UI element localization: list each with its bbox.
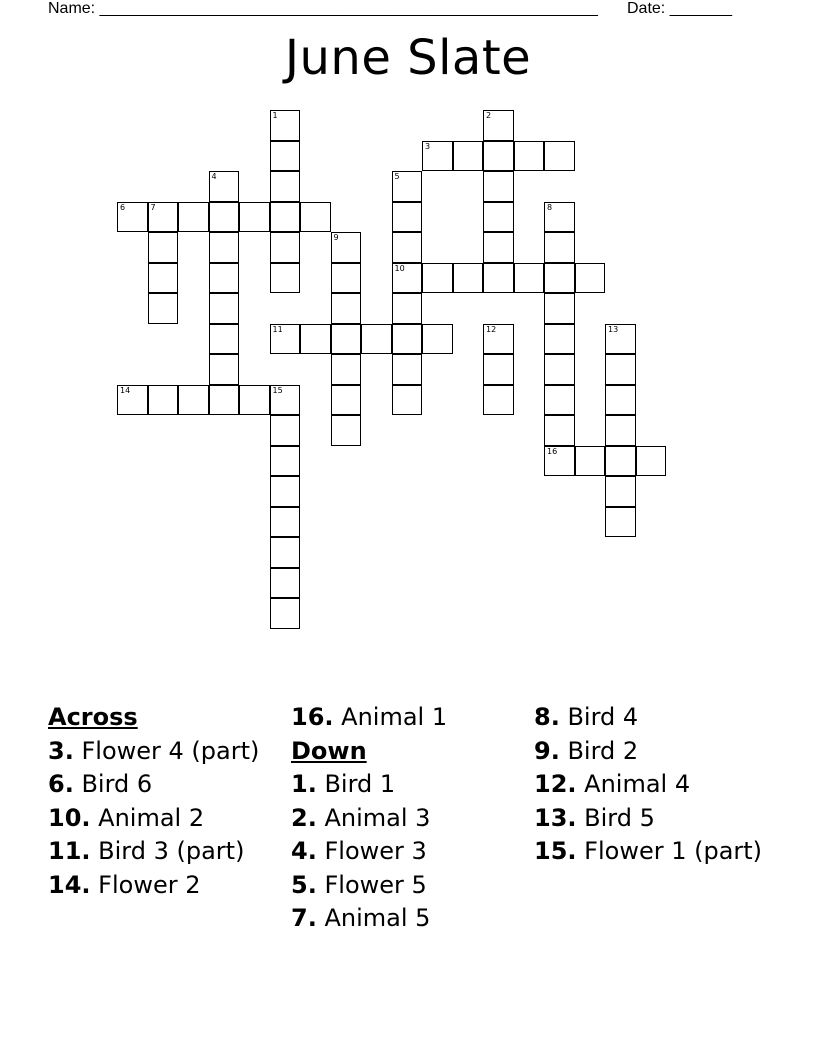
grid-cell[interactable] [544,232,575,263]
grid-cell[interactable] [270,598,301,629]
clue-number: 13 [608,324,619,334]
grid-cell[interactable] [209,263,240,294]
clue-number: 16 [547,446,558,456]
grid-cell[interactable] [270,263,301,294]
grid-cell[interactable] [148,293,179,324]
grid-cell[interactable] [209,232,240,263]
clue-number: 5 [394,172,400,181]
grid-cell[interactable] [148,202,179,233]
across-clue: 16. Animal 1 [291,703,448,731]
grid-cell[interactable] [209,293,240,324]
grid-cell[interactable] [605,507,636,538]
down-clue: 2. Animal 3 [291,803,431,832]
grid-cell[interactable] [483,232,514,263]
grid-cell[interactable] [392,263,423,294]
grid-cell[interactable] [392,202,423,233]
grid-cell[interactable] [483,354,514,385]
grid-cell[interactable] [544,141,575,172]
grid-cell[interactable] [453,141,484,172]
grid-cell[interactable] [270,537,301,568]
down-clue: 8. Bird 4 [534,703,639,731]
grid-cell[interactable] [331,232,362,263]
grid-cell[interactable] [209,202,240,233]
grid-cell[interactable] [331,293,362,324]
clue-column-2 [291,703,526,938]
grid-cell[interactable] [605,324,636,355]
grid-cell[interactable] [392,324,423,355]
down-heading: Down [291,736,367,765]
grid-cell[interactable] [483,385,514,416]
clue-number: 7 [150,202,156,212]
clue-number: 12 [486,324,497,334]
across-clue: 3. Flower 4 (part) [48,736,260,765]
name-field[interactable]: Name: ________________________________________________________ [48,0,598,17]
grid-cell[interactable] [392,354,423,385]
clue-number: 2 [486,111,492,120]
grid-cell[interactable] [270,507,301,538]
grid-cell[interactable] [605,476,636,507]
down-clue: 9. Bird 2 [534,736,639,765]
grid-cell[interactable] [270,110,301,141]
grid-cell[interactable] [605,385,636,416]
grid-cell[interactable] [117,202,148,233]
grid-cell[interactable] [514,263,545,294]
grid-cell[interactable] [270,232,301,263]
grid-cell[interactable] [331,324,362,355]
down-clue: 12. Animal 4 [534,770,691,798]
grid-cell[interactable] [392,232,423,263]
across-clue: 6. Bird 6 [48,770,153,798]
grid-cell[interactable] [331,415,362,446]
grid-cell[interactable] [544,202,575,233]
grid-cell[interactable] [575,263,606,294]
grid-cell[interactable] [544,446,575,477]
down-clue: 13. Bird 5 [534,803,655,832]
grid-cell[interactable] [331,385,362,416]
clue-number: 11 [272,324,283,334]
across-clue: 14. Flower 2 [48,870,201,899]
grid-cell[interactable] [605,354,636,385]
grid-cell[interactable] [178,202,209,233]
grid-cell[interactable] [209,354,240,385]
clue-number: 10 [394,263,405,273]
across-clue: 11. Bird 3 (part) [48,837,245,865]
grid-cell[interactable] [300,202,331,233]
down-clue: 4. Flower 3 [291,837,427,865]
grid-cell[interactable] [270,446,301,477]
clue-number: 14 [120,385,131,395]
grid-cell[interactable] [483,141,514,172]
clue-number: 4 [211,172,217,181]
grid-cell[interactable] [422,324,453,355]
date-field[interactable]: Date: _______ [627,0,732,17]
puzzle-title: June Slate [284,30,532,86]
grid-cell[interactable] [331,354,362,385]
grid-cell[interactable] [148,385,179,416]
grid-cell[interactable] [331,263,362,294]
grid-cell[interactable] [422,141,453,172]
grid-cell[interactable] [117,385,148,416]
grid-cell[interactable] [270,171,301,202]
down-clue: 15. Flower 1 (part) [534,837,763,865]
across-clue: 10. Animal 2 [48,803,205,832]
grid-cell[interactable] [270,141,301,172]
clue-number: 9 [333,233,339,242]
grid-cell[interactable] [544,415,575,446]
grid-cell[interactable] [148,263,179,294]
grid-cell[interactable] [270,415,301,446]
clue-column-1 [48,703,283,904]
grid-cell[interactable] [209,385,240,416]
grid-cell[interactable] [483,202,514,233]
grid-cell[interactable] [483,324,514,355]
grid-cell[interactable] [270,476,301,507]
grid-cell[interactable] [392,171,423,202]
grid-cell[interactable] [544,324,575,355]
grid-cell[interactable] [270,568,301,599]
grid-cell[interactable] [361,324,392,355]
across-heading: Across [48,703,138,731]
clue-number: 6 [120,202,126,212]
grid-cell[interactable] [514,141,545,172]
grid-cell[interactable] [544,263,575,294]
grid-cell[interactable] [209,324,240,355]
grid-cell[interactable] [483,171,514,202]
grid-cell[interactable] [636,446,667,477]
grid-cell[interactable] [544,385,575,416]
grid-cell[interactable] [392,293,423,324]
grid-cell[interactable] [422,263,453,294]
down-clue: 7. Animal 5 [291,904,431,932]
clue-number: 8 [547,202,553,212]
grid-cell[interactable] [270,385,301,416]
grid-cell[interactable] [270,202,301,233]
grid-cell[interactable] [575,446,606,477]
grid-cell[interactable] [300,324,331,355]
grid-cell[interactable] [605,415,636,446]
grid-cell[interactable] [178,385,209,416]
grid-cell[interactable] [544,293,575,324]
clue-column-3 [534,703,769,871]
clue-number: 15 [272,385,283,395]
grid-cell[interactable] [270,324,301,355]
grid-cell[interactable] [605,446,636,477]
clue-number: 1 [272,111,278,120]
grid-cell[interactable] [239,385,270,416]
grid-cell[interactable] [148,232,179,263]
grid-cell[interactable] [544,354,575,385]
grid-cell[interactable] [209,171,240,202]
down-clue: 5. Flower 5 [291,870,427,899]
grid-cell[interactable] [483,110,514,141]
grid-cell[interactable] [483,263,514,294]
down-clue: 1. Bird 1 [291,770,396,798]
grid-cell[interactable] [392,385,423,416]
grid-cell[interactable] [453,263,484,294]
clue-number: 3 [425,141,431,151]
grid-cell[interactable] [239,202,270,233]
